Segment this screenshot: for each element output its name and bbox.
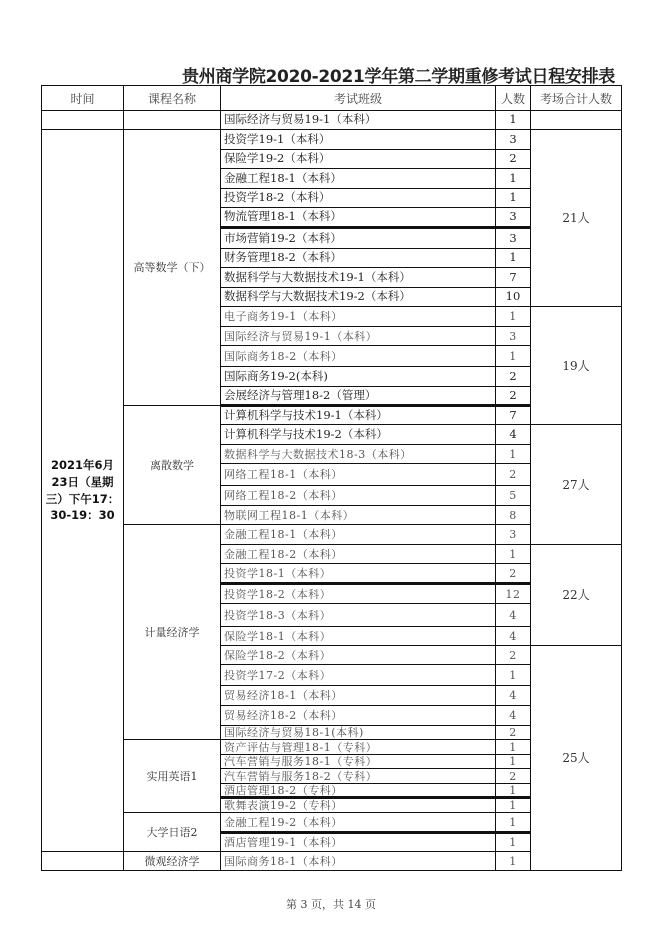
class-cell: 数据科学与大数据技术19-1（本科）	[221, 268, 496, 288]
room-total-cell: 19人	[531, 307, 622, 425]
class-cell: 贸易经济18-1（本科）	[221, 686, 496, 706]
count-cell: 1	[496, 249, 531, 268]
class-cell: 金融工程18-1（本科）	[221, 169, 496, 189]
count-cell: 2	[496, 150, 531, 169]
class-cell: 资产评估与管理18-1（专科）	[221, 740, 496, 755]
header-class: 考试班级	[221, 86, 496, 111]
class-cell: 数据科学与大数据技术19-2（本科）	[221, 288, 496, 307]
time-cell: 2021年6月23日（星期三）下午17：30-19：30	[42, 130, 124, 852]
class-cell: 国际经济与贸易19-1（本科）	[221, 111, 496, 130]
count-cell: 3	[496, 228, 531, 249]
count-cell: 2	[496, 464, 531, 486]
count-cell: 10	[496, 288, 531, 307]
course-name-cell	[124, 111, 221, 130]
class-cell: 金融工程18-1（本科）	[221, 525, 496, 545]
count-cell: 1	[496, 307, 531, 327]
count-cell: 4	[496, 627, 531, 646]
class-cell: 保险学18-1（本科）	[221, 627, 496, 646]
class-cell: 市场营销19-2（本科）	[221, 228, 496, 249]
count-cell: 4	[496, 686, 531, 706]
count-cell: 1	[496, 833, 531, 852]
class-cell: 国际经济与贸易19-1（本科）	[221, 327, 496, 346]
class-cell: 物流管理18-1（本科）	[221, 208, 496, 228]
table-row	[42, 130, 622, 150]
class-cell: 投资学18-2（本科）	[221, 584, 496, 604]
course-name-cell: 高等数学（下）	[124, 130, 221, 406]
class-cell: 汽车营销与服务18-1（专科）	[221, 755, 496, 769]
header-count: 人数	[496, 86, 531, 111]
count-cell: 1	[496, 189, 531, 208]
class-cell: 数据科学与大数据技术18-3（本科）	[221, 445, 496, 464]
course-name-cell: 微观经济学	[124, 852, 221, 871]
count-cell: 1	[496, 784, 531, 798]
room-total-cell: 21人	[531, 130, 622, 307]
class-cell: 国际商务18-1（本科）	[221, 852, 496, 871]
class-cell: 投资学18-2（本科）	[221, 189, 496, 208]
count-cell: 1	[496, 346, 531, 367]
count-cell: 5	[496, 486, 531, 506]
course-name-cell: 实用英语1	[124, 740, 221, 813]
class-cell: 歌舞表演19-2（专科）	[221, 798, 496, 813]
room-total-cell: 27人	[531, 425, 622, 545]
count-cell: 1	[496, 111, 531, 130]
class-cell: 汽车营销与服务18-2（专科）	[221, 769, 496, 784]
exam-schedule-table	[41, 85, 622, 871]
count-cell: 3	[496, 208, 531, 228]
header-course: 课程名称	[124, 86, 221, 111]
count-cell: 2	[496, 726, 531, 740]
count-cell: 2	[496, 769, 531, 784]
header-time: 时间	[42, 86, 124, 111]
room-total-cell: 25人	[531, 646, 622, 871]
course-name-cell: 计量经济学	[124, 525, 221, 740]
class-cell: 投资学18-3（本科）	[221, 604, 496, 627]
class-cell: 国际商务18-2（本科）	[221, 346, 496, 367]
class-cell: 网络工程18-1（本科）	[221, 464, 496, 486]
table-row	[42, 111, 622, 130]
count-cell: 1	[496, 813, 531, 833]
count-cell: 1	[496, 169, 531, 189]
class-cell: 电子商务19-1（本科）	[221, 307, 496, 327]
count-cell: 12	[496, 584, 531, 604]
header-room-total: 考场合计人数	[531, 86, 622, 111]
course-name-cell: 大学日语2	[124, 813, 221, 852]
count-cell: 1	[496, 798, 531, 813]
class-cell: 会展经济与管理18-2（管理）	[221, 387, 496, 406]
room-total-cell: 22人	[531, 545, 622, 646]
count-cell: 4	[496, 706, 531, 726]
page-footer: 第 3 页，共 14 页	[286, 898, 376, 911]
time-cell	[42, 852, 124, 871]
course-name-cell: 离散数学	[124, 406, 221, 525]
class-cell: 投资学17-2（本科）	[221, 665, 496, 686]
count-cell: 7	[496, 406, 531, 425]
page-title: 贵州商学院2020-2021学年第二学期重修考试日程安排表	[182, 67, 615, 87]
time-cell	[42, 111, 124, 130]
room-total-cell	[531, 111, 622, 130]
count-cell: 2	[496, 646, 531, 665]
count-cell: 7	[496, 268, 531, 288]
count-cell: 4	[496, 425, 531, 445]
count-cell: 1	[496, 545, 531, 564]
count-cell: 3	[496, 130, 531, 150]
class-cell: 网络工程18-2（本科）	[221, 486, 496, 506]
count-cell: 1	[496, 740, 531, 755]
count-cell: 1	[496, 445, 531, 464]
count-cell: 2	[496, 564, 531, 584]
class-cell: 国际经济与贸易18-1(本科)	[221, 726, 496, 740]
count-cell: 2	[496, 387, 531, 406]
class-cell: 酒店管理19-1（本科）	[221, 833, 496, 852]
count-cell: 3	[496, 327, 531, 346]
class-cell: 金融工程18-2（本科）	[221, 545, 496, 564]
class-cell: 投资学18-1（本科）	[221, 564, 496, 584]
count-cell: 3	[496, 525, 531, 545]
class-cell: 保险学19-2（本科）	[221, 150, 496, 169]
count-cell: 1	[496, 755, 531, 769]
class-cell: 财务管理18-2（本科）	[221, 249, 496, 268]
class-cell: 酒店管理18-2（专科）	[221, 784, 496, 798]
class-cell: 投资学19-1（本科）	[221, 130, 496, 150]
class-cell: 贸易经济18-2（本科）	[221, 706, 496, 726]
class-cell: 物联网工程18-1（本科）	[221, 506, 496, 525]
table-header-row	[42, 86, 622, 111]
class-cell: 金融工程19-2（本科）	[221, 813, 496, 833]
count-cell: 2	[496, 367, 531, 387]
count-cell: 8	[496, 506, 531, 525]
count-cell: 1	[496, 665, 531, 686]
count-cell: 1	[496, 852, 531, 871]
class-cell: 保险学18-2（本科）	[221, 646, 496, 665]
count-cell: 4	[496, 604, 531, 627]
class-cell: 计算机科学与技术19-2（本科）	[221, 425, 496, 445]
class-cell: 计算机科学与技术19-1（本科）	[221, 406, 496, 425]
class-cell: 国际商务19-2(本科)	[221, 367, 496, 387]
